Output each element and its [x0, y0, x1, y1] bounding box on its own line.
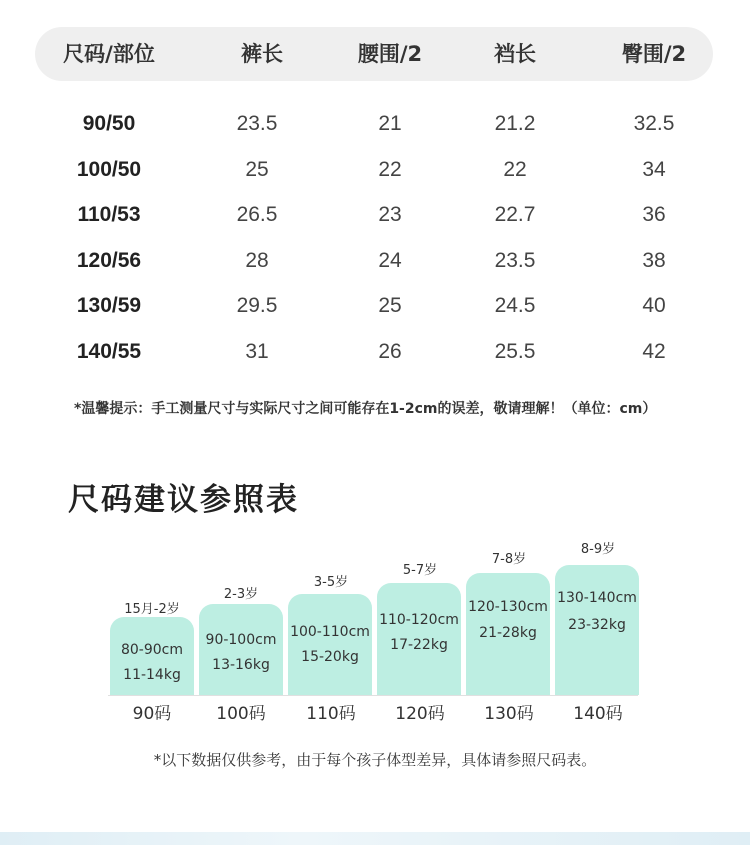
table-cell: 21.2 [494, 112, 536, 135]
weight-range: 13-16kg [212, 657, 270, 673]
header-hip: 臀围/2 [621, 42, 687, 66]
table-cell: 90/50 [82, 112, 136, 135]
header-waist: 腰围/2 [357, 42, 423, 66]
weight-range: 21-28kg [479, 625, 537, 641]
table-cell: 24.5 [494, 294, 536, 317]
size-bar [466, 573, 550, 695]
weight-range: 11-14kg [123, 667, 181, 683]
table-cell: 120/56 [76, 249, 142, 272]
size-bar [555, 565, 639, 695]
header-crotch: 裆长 [494, 42, 536, 66]
bottom-decoration [0, 832, 750, 845]
age-label: 7-8岁 [491, 552, 527, 567]
table-cell: 42 [642, 340, 666, 363]
age-label: 3-5岁 [313, 575, 349, 590]
table-cell: 22 [503, 158, 527, 181]
size-bar [288, 594, 372, 695]
table-cell: 26.5 [236, 203, 278, 226]
height-range: 100-110cm [290, 624, 370, 640]
table-cell: 140/55 [76, 340, 142, 363]
table-cell: 25.5 [494, 340, 536, 363]
table-cell: 29.5 [236, 294, 278, 317]
table-cell: 23 [378, 203, 402, 226]
table-cell: 130/59 [76, 294, 142, 317]
table-cell: 31 [245, 340, 269, 363]
table-row [0, 104, 750, 144]
table-cell: 22 [378, 158, 402, 181]
table-cell: 32.5 [633, 112, 675, 135]
table-row [0, 195, 750, 235]
table-cell: 23.5 [236, 112, 278, 135]
weight-range: 17-22kg [390, 637, 448, 653]
age-label: 5-7岁 [402, 563, 438, 578]
header-size: 尺码/部位 [63, 42, 155, 66]
table-cell: 25 [378, 294, 402, 317]
table-cell: 100/50 [76, 158, 142, 181]
table-row [0, 241, 750, 281]
table-row [0, 286, 750, 326]
table-cell: 22.7 [494, 203, 536, 226]
table-cell: 28 [245, 249, 269, 272]
size-code: 100码 [216, 704, 266, 724]
size-code: 130码 [484, 704, 534, 724]
size-bar [377, 583, 461, 695]
table-cell: 34 [642, 158, 666, 181]
table-cell: 26 [378, 340, 402, 363]
table-row [0, 150, 750, 190]
size-bar [199, 604, 283, 695]
table-row [0, 332, 750, 372]
section-title: 尺码建议参照表 [68, 482, 299, 518]
height-range: 120-130cm [468, 599, 548, 615]
table-cell: 110/53 [77, 203, 141, 226]
table-cell: 24 [378, 249, 402, 272]
table-cell: 23.5 [494, 249, 536, 272]
size-code: 110码 [306, 704, 356, 724]
height-range: 90-100cm [205, 632, 277, 648]
table-header [35, 27, 713, 81]
size-code: 120码 [395, 704, 445, 724]
size-code: 90码 [132, 704, 172, 724]
measurement-note: *温馨提示：手工测量尺寸与实际尺寸之间可能存在1-2cm的误差，敬请理解！（单位：cm） [74, 401, 657, 417]
table-cell: 40 [642, 294, 666, 317]
age-label: 2-3岁 [223, 587, 259, 602]
reference-note: *以下数据仅供参考，由于每个孩子体型差异，具体请参照尺码表。 [153, 751, 597, 769]
size-code: 140码 [573, 704, 623, 724]
table-cell: 36 [642, 203, 666, 226]
chart-baseline [108, 695, 638, 696]
weight-range: 15-20kg [301, 649, 359, 665]
table-cell: 38 [642, 249, 666, 272]
age-label: 8-9岁 [580, 542, 616, 557]
weight-range: 23-32kg [568, 617, 626, 633]
table-cell: 21 [378, 112, 402, 135]
size-bar [110, 617, 194, 695]
table-cell: 25 [245, 158, 269, 181]
header-pants-length: 裤长 [241, 42, 283, 66]
age-label: 15月-2岁 [124, 602, 180, 617]
height-range: 110-120cm [379, 612, 459, 628]
height-range: 130-140cm [557, 590, 637, 606]
height-range: 80-90cm [120, 642, 183, 658]
